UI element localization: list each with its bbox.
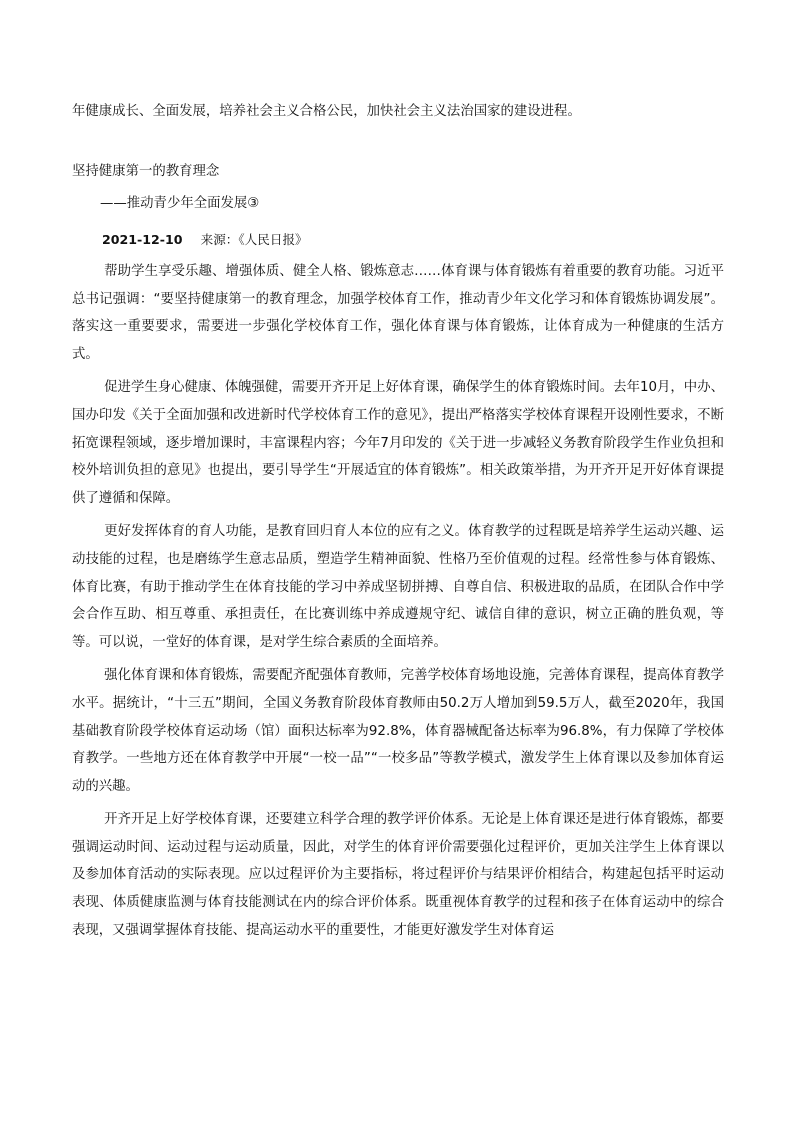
paragraph-1: 帮助学生享受乐趣、增强体质、健全人格、锻炼意志……体育课与体育锻炼有着重要的教育功能。习近平总书记强调：“要坚持健康第一的教育理念，加强学校体育工作，推动青少年文化学习和体育锻炼协调发展”。落实这一重要要求，需要进一步强化学校体育工作，强化体育课与体育锻炼，让体育成为一种健康的生活方式。 <box>72 264 724 362</box>
article-date: 2021-12-10 <box>102 232 183 247</box>
paragraph-4: 强化体育课和体育锻炼，需要配齐配强体育教师，完善学校体育场地设施，完善体育课程，提高体育教学水平。据统计，“十三五”期间，全国义务教育阶段体育教师由50.2万人增加到59.5万人，截至2020年，我国基础教育阶段学校体育运动场（馆）面积达标率为92.8%，体育器械配备达标率为96.8%，有力保障了学校体育教学。一些地方还在体育教学中开展“一校一品”“一校多品”等教学模式，激发学生上体育课以及参加体育运动的兴趣。 <box>72 668 724 794</box>
article-title: 坚持健康第一的教育理念 <box>72 164 220 179</box>
paragraph-2: 促进学生身心健康、体魄强健，需要开齐开足上好体育课，确保学生的体育锻炼时间。去年10月，中办、国办印发《关于全面加强和改进新时代学校体育工作的意见》，提出严格落实学校体育课程开设刚性要求，不断拓宽课程领域，逐步增加课时，丰富课程内容；今年7月印发的《关于进一步减轻义务教育阶段学生作业负担和校外培训负担的意见》也提出，要引导学生“开展适宜的体育锻炼”。相关政策举措，为开齐开足开好体育课提供了遵循和保障。 <box>72 380 724 506</box>
article-subtitle: ——推动青少年全面发展③ <box>100 196 260 211</box>
paragraph-3: 更好发挥体育的育人功能，是教育回归育人本位的应有之义。体育教学的过程既是培养学生运动兴趣、运动技能的过程，也是磨练学生意志品质，塑造学生精神面貌、性格乃至价值观的过程。经常性参与体育锻炼、体育比赛，有助于推动学生在体育技能的学习中养成坚韧拼搏、自尊自信、积极进取的品质，在团队合作中学会合作互助、相互尊重、承担责任，在比赛训练中养成遵规守纪、诚信自律的意识，树立正确的胜负观，等等。可以说，一堂好的体育课，是对学生综合素质的全面培养。 <box>72 524 724 650</box>
continuation-line: 年健康成长、全面发展，培养社会主义合格公民，加快社会主义法治国家的建设进程。 <box>72 104 581 119</box>
article-meta <box>72 226 308 254</box>
article-source: 来源：《人民日报》 <box>200 232 308 247</box>
article-body <box>72 258 724 944</box>
paragraph-5: 开齐开足上好学校体育课，还要建立科学合理的教学评价体系。无论是上体育课还是进行体育锻炼，都要强调运动时间、运动过程与运动质量，因此，对学生的体育评价需要强化过程评价，更加关注学生上体育课以及参加体育活动的实际表现。应以过程评价为主要指标，将过程评价与结果评价相结合，构建起包括平时运动表现、体质健康监测与体育技能测试在内的综合评价体系。既重视体育教学的过程和孩子在体育运动中的综合表现，又强调掌握体育技能、提高运动水平的重要性，才能更好激发学生对体育运 <box>72 812 724 938</box>
